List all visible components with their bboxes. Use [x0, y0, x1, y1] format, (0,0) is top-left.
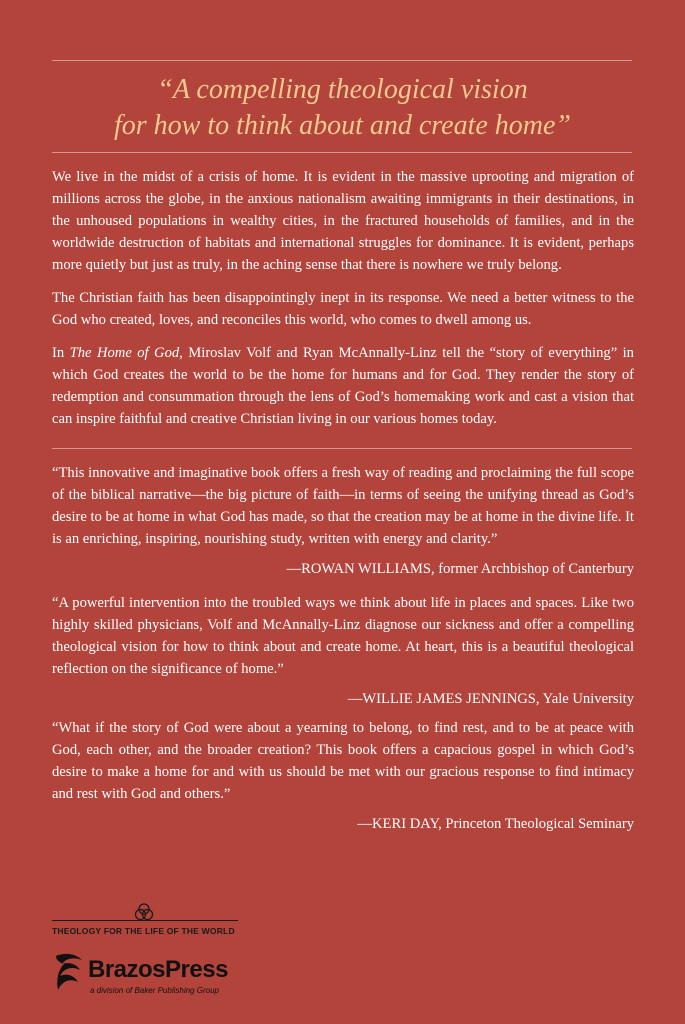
headline-line-2: for how to think about and create home”	[113, 110, 572, 141]
triquetra-icon	[134, 902, 154, 922]
endorsement-text: “This innovative and imaginative book offers a fresh way of reading and proclaiming the full scope of the biblical narrative—the big picture of faith—in terms of seeing the unifying thread as God’s desire to be at home in what God has made, so that the creation may be at home in the divine life. It is an enriching, inspiring, nourishing study, written with energy and clarity.”	[52, 465, 634, 547]
description-paragraph-1: We live in the midst of a crisis of home. It is evident in the massive uprooting and migration of millions across the globe, in the anxious nationalism awaiting immigrants in their destinations, in the unhoused populations in wealthy cities, in the fractured households of families, and in the worldwide destruction of habitats and international struggles for dominance. It is evident, perhaps more quietly but just as truly, in the aching sense that there is nowhere we truly belong.	[52, 169, 634, 273]
endorsement-attribution: —KERI DAY, Princeton Theological Seminary	[357, 816, 634, 832]
endorsement-attribution: —ROWAN WILLIAMS, former Archbishop of Canterbury	[286, 561, 634, 577]
description-p3-rest: , Miroslav Volf and Ryan McAnnally-Linz tell the “story of everything” in which God creates the world to be the home for humans and for God. They render the story of redemption and consummation through the lens of God’s homemaking work and cast a vision that can inspire faithful and creative Christian living in our various homes today.	[52, 345, 634, 427]
book-description	[52, 166, 634, 430]
description-paragraph-3	[52, 342, 634, 430]
publisher-tagline: a division of Baker Publishing Group	[90, 986, 219, 995]
description-p3-prefix: In	[52, 345, 70, 361]
top-rule	[52, 60, 632, 61]
series-mark	[52, 900, 238, 936]
book-title: The Home of God	[69, 345, 180, 361]
headline-line-1: “A compelling theological vision	[157, 74, 528, 105]
endorsement-text: “A powerful intervention into the troubled ways we think about life in places and spaces. Like two highly skilled physicians, Volf and McAnnally-Linz diagnose our sickness and offer a compelling theological vision for how to think about and create home. At heart, this is a beautiful theological reflection on the significance of home.”	[52, 595, 634, 677]
headline-quote	[0, 72, 685, 144]
endorsement-jennings	[52, 592, 634, 710]
endorsement-attribution: —WILLIE JAMES JENNINGS, Yale University	[347, 691, 634, 707]
endorsement-text: “What if the story of God were about a yearning to belong, to find rest, and to be at peace with God, each other, and the broader creation? This book offers a capacious gospel in which God’s desire to make a home for and with us should be met with our gracious response to find intimacy and rest with God and others.”	[52, 720, 634, 802]
publisher-logo	[52, 948, 272, 1004]
endorsement-day	[52, 717, 634, 835]
endorsements-divider	[52, 448, 632, 449]
endorsement-williams	[52, 462, 634, 580]
publisher-name: BrazosPress	[88, 956, 228, 983]
headline-divider	[52, 152, 632, 153]
description-paragraph-2: The Christian faith has been disappointingly inept in its response. We need a better witness to the God who created, loves, and reconciles this world, who comes to dwell among us.	[52, 290, 634, 328]
series-name: THEOLOGY FOR THE LIFE OF THE WORLD	[52, 926, 235, 936]
brazos-wave-icon	[52, 950, 86, 994]
